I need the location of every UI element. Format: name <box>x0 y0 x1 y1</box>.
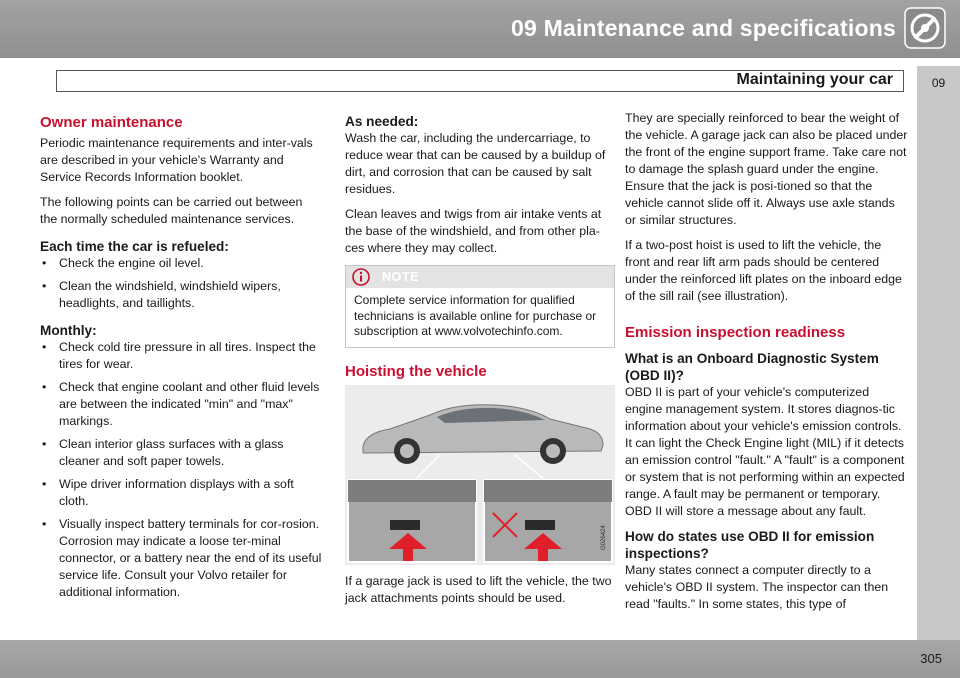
wrench-gear-icon <box>904 7 946 49</box>
list-item: • Visually inspect battery terminals for cor-rosion. Corrosion may indicate a loose ter-minal connector, or a battery near the end of its useful service life. Consult your Volvo retailer for additional information. <box>40 516 322 601</box>
column-middle <box>345 113 615 615</box>
figure-code: G026424 <box>601 524 607 550</box>
page-footer <box>0 640 960 678</box>
emission-heading: Emission inspection readiness <box>625 324 846 341</box>
list-item: • Check cold tire pressure in all tires. Inspect the tires for wear. <box>40 339 322 373</box>
refuel-list <box>40 255 322 312</box>
note-label: NOTE <box>382 270 420 284</box>
list-item: • Wipe driver information displays with a soft cloth. <box>40 476 322 510</box>
list-item: • Clean interior glass surfaces with a glass cleaner and soft paper towels. <box>40 436 322 470</box>
as-needed-paragraph-1: Wash the car, including the undercarriage, to reduce wear that can be caused by a buildup of dirt, and corrosion that can be caused by salt residues. <box>345 131 606 196</box>
section-bar <box>56 70 904 92</box>
hoisting-heading: Hoisting the vehicle <box>345 362 487 380</box>
states-paragraph: Many states connect a computer directly to a vehicle's OBD II system. The inspector can then read "faults." In some states, this type of <box>625 563 889 611</box>
continued-paragraph-1: They are specially reinforced to bear the weight of the vehicle. A garage jack can also be placed under the front of the engine support frame. Take care not to damage the splash guard under the engine. Ensure that the jack is posi-tioned so that the vehicle cannot slide off it. Always use axle stands or similar structures. <box>625 111 908 227</box>
chapter-header <box>0 0 960 58</box>
owner-paragraph-1: Periodic maintenance requirements and inter-vals are described in your vehicle's Warranty and Service Records Information booklet. <box>40 136 313 184</box>
as-needed-heading: As needed: <box>345 114 419 129</box>
section-title: Maintaining your car <box>736 71 893 88</box>
note-text: Complete service information for qualified technicians is available online for purchase or subscription at www.volvotechinfo.com. <box>354 293 597 338</box>
list-item: • Check the engine oil level. <box>40 255 322 272</box>
chapter-title: 09 Maintenance and specifications <box>511 15 896 41</box>
states-heading: How do states use OBD II for emission inspections? <box>625 529 875 561</box>
page-number: 305 <box>920 651 942 666</box>
continued-paragraph-2: If a two-post hoist is used to lift the vehicle, the front and rear lift arm pads should be centered under the reinforced lift plates on the inboard edge of the sill rail (see illustration). <box>625 238 902 303</box>
monthly-heading: Monthly: <box>40 323 97 338</box>
owner-maintenance-heading: Owner maintenance <box>40 114 183 131</box>
hoisting-illustration <box>345 385 615 565</box>
list-item: • Clean the windshield, windshield wipers, headlights, and taillights. <box>40 278 322 312</box>
info-icon <box>352 268 370 286</box>
refuel-heading: Each time the car is refueled: <box>40 239 229 254</box>
obd-heading: What is an Onboard Diagnostic System (OBD II)? <box>625 351 879 383</box>
list-item: • Check that engine coolant and other fluid levels are between the indicated "min" and "max" markings. <box>40 379 322 430</box>
chapter-side-tab <box>917 66 960 640</box>
chapter-tab-number: 09 <box>931 76 946 90</box>
car-jack-points-image <box>345 385 615 565</box>
as-needed-paragraph-2: Clean leaves and twigs from air intake vents at the base of the windshield, and from other pla-ces where they may collect. <box>345 207 602 255</box>
note-box <box>345 265 615 348</box>
note-header <box>346 266 614 288</box>
monthly-list <box>40 339 322 601</box>
column-left <box>40 113 322 607</box>
hoisting-paragraph-1: If a garage jack is used to lift the vehicle, the two jack attachments points should be used. <box>345 573 612 605</box>
obd-paragraph: OBD II is part of your vehicle's computerized engine management system. It stores diagnos-tic information about your vehicle's emission controls. It can light the Check Engine light (MIL) if it detects an emission control "fault." A "fault" is a component or system that is not performing within an expected range. A fault may be permanent or temporary. OBD II will store a message about any fault. <box>625 385 905 518</box>
owner-paragraph-2: The following points can be carried out between the normally scheduled maintenance services. <box>40 195 303 226</box>
column-right <box>625 110 908 621</box>
